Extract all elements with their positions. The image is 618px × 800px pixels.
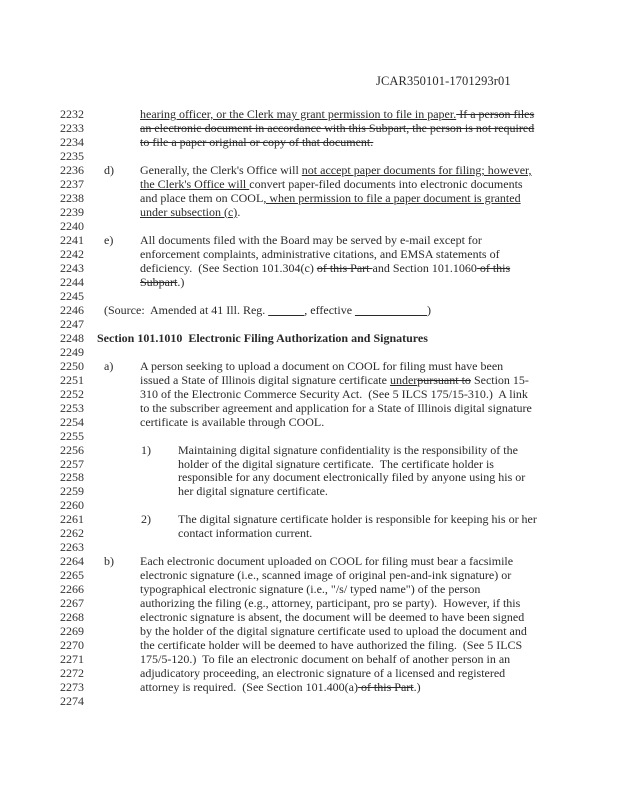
text-segment: ): [427, 302, 432, 317]
text-segment: authorizing the filing (e.g., attorney, participant, pro se party). However, if this: [140, 596, 521, 611]
text-segment: Each electronic document uploaded on COOL for filing must bear a facsimile: [140, 554, 514, 569]
document-line: [0, 345, 618, 359]
line-number: 2255: [60, 428, 84, 443]
document-line: [0, 582, 618, 596]
deleted-text: of this Part: [316, 260, 373, 275]
line-text: [140, 261, 510, 275]
text-segment: and place them on COOL: [140, 190, 264, 205]
line-number: 2235: [60, 148, 84, 163]
line-text: [140, 205, 240, 219]
line-text: [140, 652, 510, 666]
line-text: [140, 191, 521, 205]
text-segment: holder of the digital signature certificate. The certificate holder is: [178, 456, 494, 471]
line-number: 2252: [60, 386, 84, 401]
document-line: [0, 484, 618, 498]
line-text: [140, 680, 421, 694]
line-text: [140, 666, 505, 680]
document-line: [0, 512, 618, 526]
document-line: [0, 317, 618, 331]
document-line: [0, 331, 618, 345]
document-line: [0, 233, 618, 247]
document-line: [0, 624, 618, 638]
text-segment: A person seeking to upload a document on COOL for filing must have been: [140, 358, 504, 373]
line-text: [140, 596, 520, 610]
text-segment: adjudicatory proceeding, an electronic signature of a licensed and registered: [140, 666, 506, 681]
text-segment: by the holder of the digital signature certificate used to upload the document and: [140, 624, 527, 639]
subsection-label: d): [104, 162, 114, 177]
text-segment: (Source: Amended at 41 Ill. Reg.: [104, 302, 269, 317]
line-text: [140, 275, 184, 289]
document-line: [0, 526, 618, 540]
line-number: 2254: [60, 414, 84, 429]
line-number: 2256: [60, 442, 84, 457]
document-line: [0, 429, 618, 443]
line-text: [140, 107, 534, 121]
line-text: [140, 554, 513, 568]
document-line: [0, 666, 618, 680]
document-line: [0, 694, 618, 708]
subsection-label: a): [104, 358, 114, 373]
line-text: [140, 121, 534, 135]
line-text: [140, 177, 523, 191]
document-line: [0, 652, 618, 666]
section-heading: [97, 331, 428, 345]
line-number: 2260: [60, 498, 84, 513]
line-text: [140, 233, 482, 247]
line-text: [140, 610, 524, 624]
text-segment: Section 15-: [470, 372, 529, 387]
document-line: [0, 275, 618, 289]
text-segment: Section 101.1010 Electronic Filing Authorization and Signatures: [97, 330, 428, 345]
line-number: 2270: [60, 638, 84, 653]
text-segment: attorney is required. (See Section 101.400(a): [140, 680, 358, 695]
text-segment: 310 of the Electronic Commerce Security Act. (See 5 ILCS 175/15-310.) A link: [140, 386, 528, 401]
text-segment: contact information current.: [178, 526, 313, 541]
line-number: 2236: [60, 162, 84, 177]
line-number: 2266: [60, 582, 84, 597]
line-text: [140, 401, 532, 415]
text-segment: All documents filed with the Board may be served by e-mail except for: [140, 232, 482, 247]
document-line: [0, 149, 618, 163]
document-line: [0, 638, 618, 652]
text-segment: convert paper-filed documents into electronic documents: [249, 176, 523, 191]
deleted-text: If a person files: [456, 107, 535, 121]
line-number: 2244: [60, 274, 84, 289]
line-text: [140, 247, 500, 261]
line-number: 2269: [60, 624, 84, 639]
line-text: [140, 638, 522, 652]
text-segment: to the subscriber agreement and application for a State of Illinois digital signature: [140, 400, 532, 415]
line-number: 2262: [60, 526, 84, 541]
line-number: 2257: [60, 456, 84, 471]
document-line: [0, 177, 618, 191]
line-text: [178, 457, 494, 471]
document-line: [0, 415, 618, 429]
line-text: [140, 568, 511, 582]
deleted-text: to file a paper original or copy of that document.: [140, 134, 374, 149]
line-text: [104, 303, 431, 317]
line-text: [140, 135, 373, 149]
document-line: [0, 387, 618, 401]
line-number: 2253: [60, 400, 84, 415]
line-number: 2242: [60, 246, 84, 261]
deleted-text: pursuant to: [417, 372, 471, 387]
line-number: 2273: [60, 680, 84, 695]
line-text: [178, 526, 312, 540]
subsection-label: e): [104, 232, 114, 247]
subsection-label: b): [104, 554, 114, 569]
text-segment: and Section 101.1060: [372, 260, 477, 275]
line-number: 2232: [60, 107, 84, 121]
line-number: 2246: [60, 302, 84, 317]
deleted-text: Subpart: [140, 274, 178, 289]
text-segment: issued a State of Illinois digital signature certificate: [140, 372, 390, 387]
document-line: [0, 289, 618, 303]
document-id-header: JCAR350101-1701293r01: [376, 74, 511, 88]
text-segment: 175/5-120.) To file an electronic document on behalf of another person in an: [140, 652, 511, 667]
inserted-text: not accept paper documents for filing; however,: [301, 162, 532, 177]
deleted-text: an electronic document in accordance with this Subpart, the person is not required: [140, 120, 535, 135]
document-line: [0, 401, 618, 415]
deleted-text: of this: [476, 260, 511, 275]
line-text: [178, 512, 537, 526]
document-line: [0, 219, 618, 233]
line-number: 2258: [60, 470, 84, 485]
document-line: [0, 498, 618, 512]
line-text: [140, 373, 529, 387]
text-segment: Generally, the Clerk's Office will: [140, 162, 302, 177]
text-segment: .: [237, 204, 241, 219]
line-number: 2259: [60, 484, 84, 499]
line-number: 2268: [60, 610, 84, 625]
line-number: 2272: [60, 666, 84, 681]
document-line: [0, 554, 618, 568]
text-segment: deficiency. (See Section 101.304(c): [140, 260, 317, 275]
line-number: 2264: [60, 554, 84, 569]
document-line: [0, 596, 618, 610]
document-line: [0, 457, 618, 471]
document-line: [0, 470, 618, 484]
document-line: [0, 205, 618, 219]
line-number: 2251: [60, 372, 84, 387]
line-text: [140, 163, 532, 177]
line-text: [140, 387, 528, 401]
line-number: 2240: [60, 218, 84, 233]
line-number: 2274: [60, 694, 84, 709]
line-number: 2265: [60, 568, 84, 583]
text-segment: , effective: [304, 302, 356, 317]
line-text: [178, 443, 518, 457]
text-segment: her digital signature certificate.: [178, 484, 328, 499]
line-number: 2250: [60, 358, 84, 373]
line-number: 2267: [60, 596, 84, 611]
document-line: [0, 163, 618, 177]
line-number: 2237: [60, 176, 84, 191]
line-text: [178, 470, 525, 484]
line-text: [140, 359, 503, 373]
document-line: [0, 135, 618, 149]
document-line: [0, 107, 618, 121]
document-line: [0, 540, 618, 554]
line-number: 2249: [60, 344, 84, 359]
line-number: 2247: [60, 316, 84, 331]
document-line: [0, 247, 618, 261]
line-number: 2238: [60, 190, 84, 205]
text-segment: certificate is available through COOL.: [140, 414, 325, 429]
line-number: 2271: [60, 652, 84, 667]
text-segment: .): [177, 274, 185, 289]
inserted-text: the Clerk's Office will: [140, 176, 250, 191]
line-number: 2261: [60, 512, 84, 527]
text-segment: .): [413, 680, 421, 695]
inserted-text: hearing officer, or the Clerk may grant permission to file in paper.: [140, 107, 457, 121]
document-line: [0, 261, 618, 275]
text-segment: electronic signature is absent, the document will be deemed to have been signed: [140, 610, 525, 625]
line-number: 2239: [60, 204, 84, 219]
inserted-text: ____________: [355, 302, 428, 317]
document-line: [0, 121, 618, 135]
inserted-text: under: [389, 372, 418, 387]
inserted-text: under subsection (c): [140, 204, 238, 219]
document-line: [0, 610, 618, 624]
text-segment: responsible for any document electronically filed by anyone using his or: [178, 470, 526, 485]
inserted-text: , when permission to file a paper document is granted: [263, 190, 521, 205]
deleted-text: of this Part: [357, 680, 414, 695]
text-segment: typographical electronic signature (i.e., "/s/ typed name") of the person: [140, 582, 481, 597]
text-segment: Maintaining digital signature confidentiality is the responsibility of the: [178, 442, 518, 457]
subsection-label: 1): [141, 442, 151, 457]
document-line: [0, 191, 618, 205]
line-number: 2241: [60, 232, 84, 247]
document-line: [0, 680, 618, 694]
line-number: 2243: [60, 260, 84, 275]
line-number: 2263: [60, 540, 84, 555]
line-text: [140, 582, 480, 596]
document-line: [0, 568, 618, 582]
line-text: [140, 415, 324, 429]
document-line: [0, 443, 618, 457]
line-text: [140, 624, 527, 638]
line-number: 2245: [60, 288, 84, 303]
text-segment: electronic signature (i.e., scanned image of original pen-and-ink signature) or: [140, 568, 512, 583]
text-segment: the certificate holder will be deemed to have authorized the filing. (See 5 ILCS: [140, 638, 523, 653]
text-segment: enforcement complaints, administrative citations, and EMSA statements of: [140, 246, 500, 261]
line-text: [178, 484, 328, 498]
text-segment: The digital signature certificate holder is responsible for keeping his or her: [178, 512, 537, 527]
document-line: [0, 373, 618, 387]
line-number: 2248: [60, 330, 84, 345]
document-line: [0, 359, 618, 373]
inserted-text: ______: [268, 302, 305, 317]
line-number: 2233: [60, 120, 84, 135]
document-line: [0, 303, 618, 317]
subsection-label: 2): [141, 512, 151, 527]
line-number: 2234: [60, 134, 84, 149]
